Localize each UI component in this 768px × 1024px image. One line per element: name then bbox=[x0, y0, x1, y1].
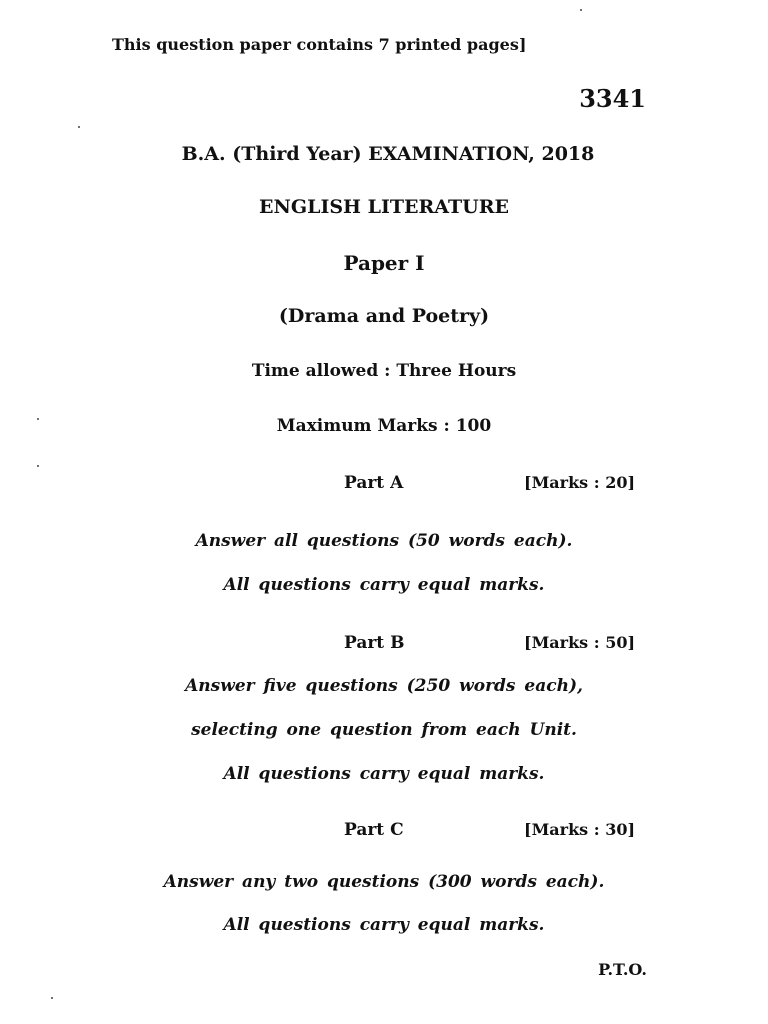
paper-code: 3341 bbox=[579, 84, 646, 113]
scan-speck bbox=[580, 9, 582, 11]
maximum-marks: Maximum Marks : 100 bbox=[276, 416, 492, 436]
time-allowed: Time allowed : Three Hours bbox=[251, 361, 517, 381]
part-c-label: Part C bbox=[344, 820, 404, 840]
scan-speck bbox=[37, 418, 39, 420]
part-b-marks: [Marks : 50] bbox=[524, 633, 636, 652]
exam-title: B.A. (Third Year) EXAMINATION, 2018 bbox=[181, 143, 595, 165]
paper-title: Paper I bbox=[343, 251, 425, 275]
scan-speck bbox=[37, 465, 39, 467]
pto-footer: P.T.O. bbox=[598, 960, 647, 979]
part-b-instruction: Answer five questions (250 words each), bbox=[185, 676, 583, 696]
subject-title: ENGLISH LITERATURE bbox=[259, 196, 509, 218]
part-a-label: Part A bbox=[344, 473, 404, 493]
part-c-marks: [Marks : 30] bbox=[524, 820, 636, 839]
part-b-label: Part B bbox=[344, 633, 405, 653]
part-a-marks: [Marks : 20] bbox=[524, 473, 636, 492]
part-a-instruction: All questions carry equal marks. bbox=[223, 575, 545, 595]
scan-speck bbox=[78, 126, 80, 128]
part-c-instruction: All questions carry equal marks. bbox=[223, 915, 545, 935]
part-b-instruction: All questions carry equal marks. bbox=[223, 764, 545, 784]
part-b-instruction: selecting one question from each Unit. bbox=[191, 720, 577, 740]
part-c-instruction: Answer any two questions (300 words each). bbox=[163, 872, 605, 892]
part-a-instruction: Answer all questions (50 words each). bbox=[195, 531, 573, 551]
scan-speck bbox=[51, 997, 53, 999]
paper-topic: (Drama and Poetry) bbox=[278, 305, 490, 327]
header-note: This question paper contains 7 printed pages] bbox=[112, 35, 527, 54]
